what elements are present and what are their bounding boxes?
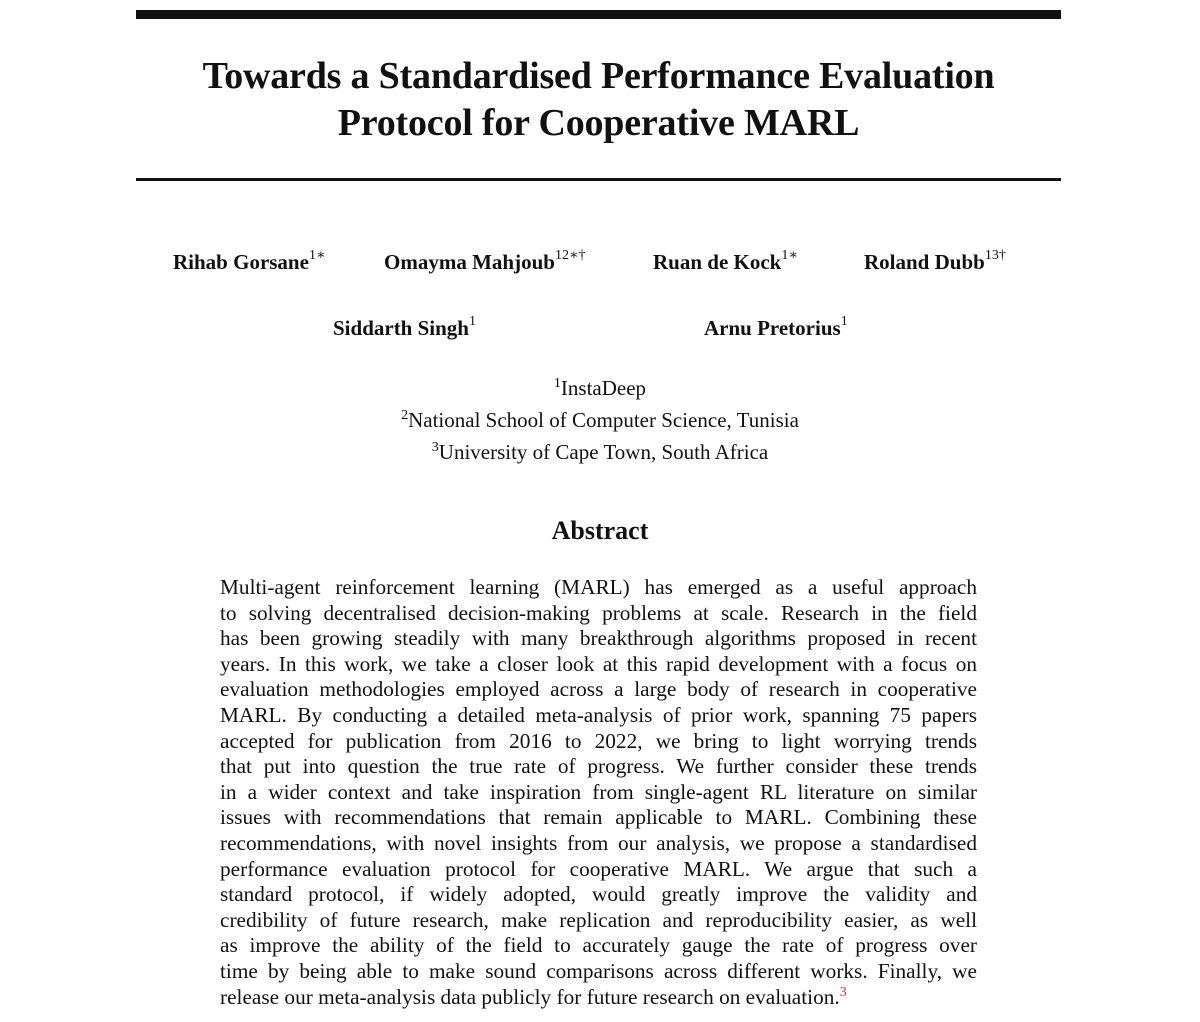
author-name: Roland Dubb <box>864 250 985 274</box>
affiliation-instadeep <box>300 370 900 402</box>
author-marks: 12∗† <box>554 248 586 263</box>
affiliation-name: University of Cape Town, South Africa <box>438 440 769 464</box>
author-arnu-pretorius <box>704 311 848 341</box>
abstract-line: standard protocol, if widely adopted, would greatly improve the validity and <box>220 882 977 907</box>
author-roland-dubb <box>864 245 1006 275</box>
affiliation-national-school <box>300 402 900 434</box>
abstract-line: Multi-agent reinforcement learning (MARL) has emerged as a useful approach <box>220 575 977 599</box>
author-ruan-de-kock <box>653 245 798 275</box>
abstract-body <box>220 575 977 1010</box>
top-rule <box>136 10 1061 19</box>
abstract-line: years. In this work, we take a closer look at this rapid development with a focus on <box>220 651 977 676</box>
abstract-line: issues with recommendations that remain applicable to MARL. Combining these <box>220 805 977 830</box>
abstract-line: MARL. By conducting a detailed meta-analysis of prior work, spanning 75 papers <box>220 702 977 727</box>
affiliation-name: InstaDeep <box>560 376 647 400</box>
title-line-2: Protocol for Cooperative MARL <box>337 102 860 144</box>
abstract-line: recommendations, with novel insights from our analysis, we propose a standardised <box>220 830 977 855</box>
author-marks: 1 <box>840 314 848 329</box>
abstract-line: performance evaluation protocol for cooperative MARL. We argue that such a <box>220 856 977 881</box>
affiliation-mark: 2 <box>401 408 409 423</box>
author-marks: 1∗ <box>781 248 798 263</box>
affiliations <box>300 370 900 466</box>
abstract-line: credibility of future research, make replication and reproducibility easier, as well <box>220 907 977 932</box>
title-bottom-rule <box>136 178 1061 181</box>
abstract-line: to solving decentralised decision-making problems at scale. Research in the field <box>220 600 977 625</box>
affiliation-mark: 1 <box>553 376 561 391</box>
affiliation-mark: 3 <box>431 440 439 455</box>
paper-title <box>136 53 1061 147</box>
author-omayma-mahjoub <box>384 245 585 275</box>
abstract-line: accepted for publication from 2016 to 2022, we bring to light worrying trends <box>220 728 977 753</box>
author-name: Siddarth Singh <box>333 316 469 340</box>
author-marks: 1∗ <box>308 248 326 263</box>
author-siddarth-singh <box>333 311 476 341</box>
author-name: Ruan de Kock <box>653 250 782 274</box>
abstract-line: evaluation methodologies employed across a large body of research in cooperative <box>220 677 977 702</box>
footnote-marker[interactable]: 3 <box>839 984 847 1000</box>
abstract-line: that put into question the true rate of progress. We further consider these trends <box>220 754 977 779</box>
author-name: Rihab Gorsane <box>173 250 309 274</box>
title-line-1: Towards a Standardised Performance Evaluation <box>202 55 995 97</box>
author-marks: 1 <box>469 314 476 329</box>
author-name: Omayma Mahjoub <box>384 250 555 274</box>
abstract-line: has been growing steadily with many breakthrough algorithms proposed in recent <box>220 626 977 651</box>
abstract-line: as improve the ability of the field to accurately gauge the rate of progress over <box>220 933 977 958</box>
affiliation-name: National School of Computer Science, Tunisia <box>408 408 799 432</box>
author-rihab-gorsane <box>173 245 325 275</box>
abstract-line: time by being able to make sound comparisons across different works. Finally, we <box>220 958 977 983</box>
author-name: Arnu Pretorius <box>704 316 841 340</box>
abstract-last-line <box>220 985 977 1011</box>
abstract-heading: Abstract <box>551 516 649 545</box>
author-marks: 13† <box>984 248 1006 263</box>
abstract-line: in a wider context and take inspiration from single-agent RL literature on similar <box>220 779 977 804</box>
abstract-line: release our meta-analysis data publicly for future research on evaluation. <box>220 984 840 1009</box>
affiliation-cape-town <box>300 434 900 466</box>
